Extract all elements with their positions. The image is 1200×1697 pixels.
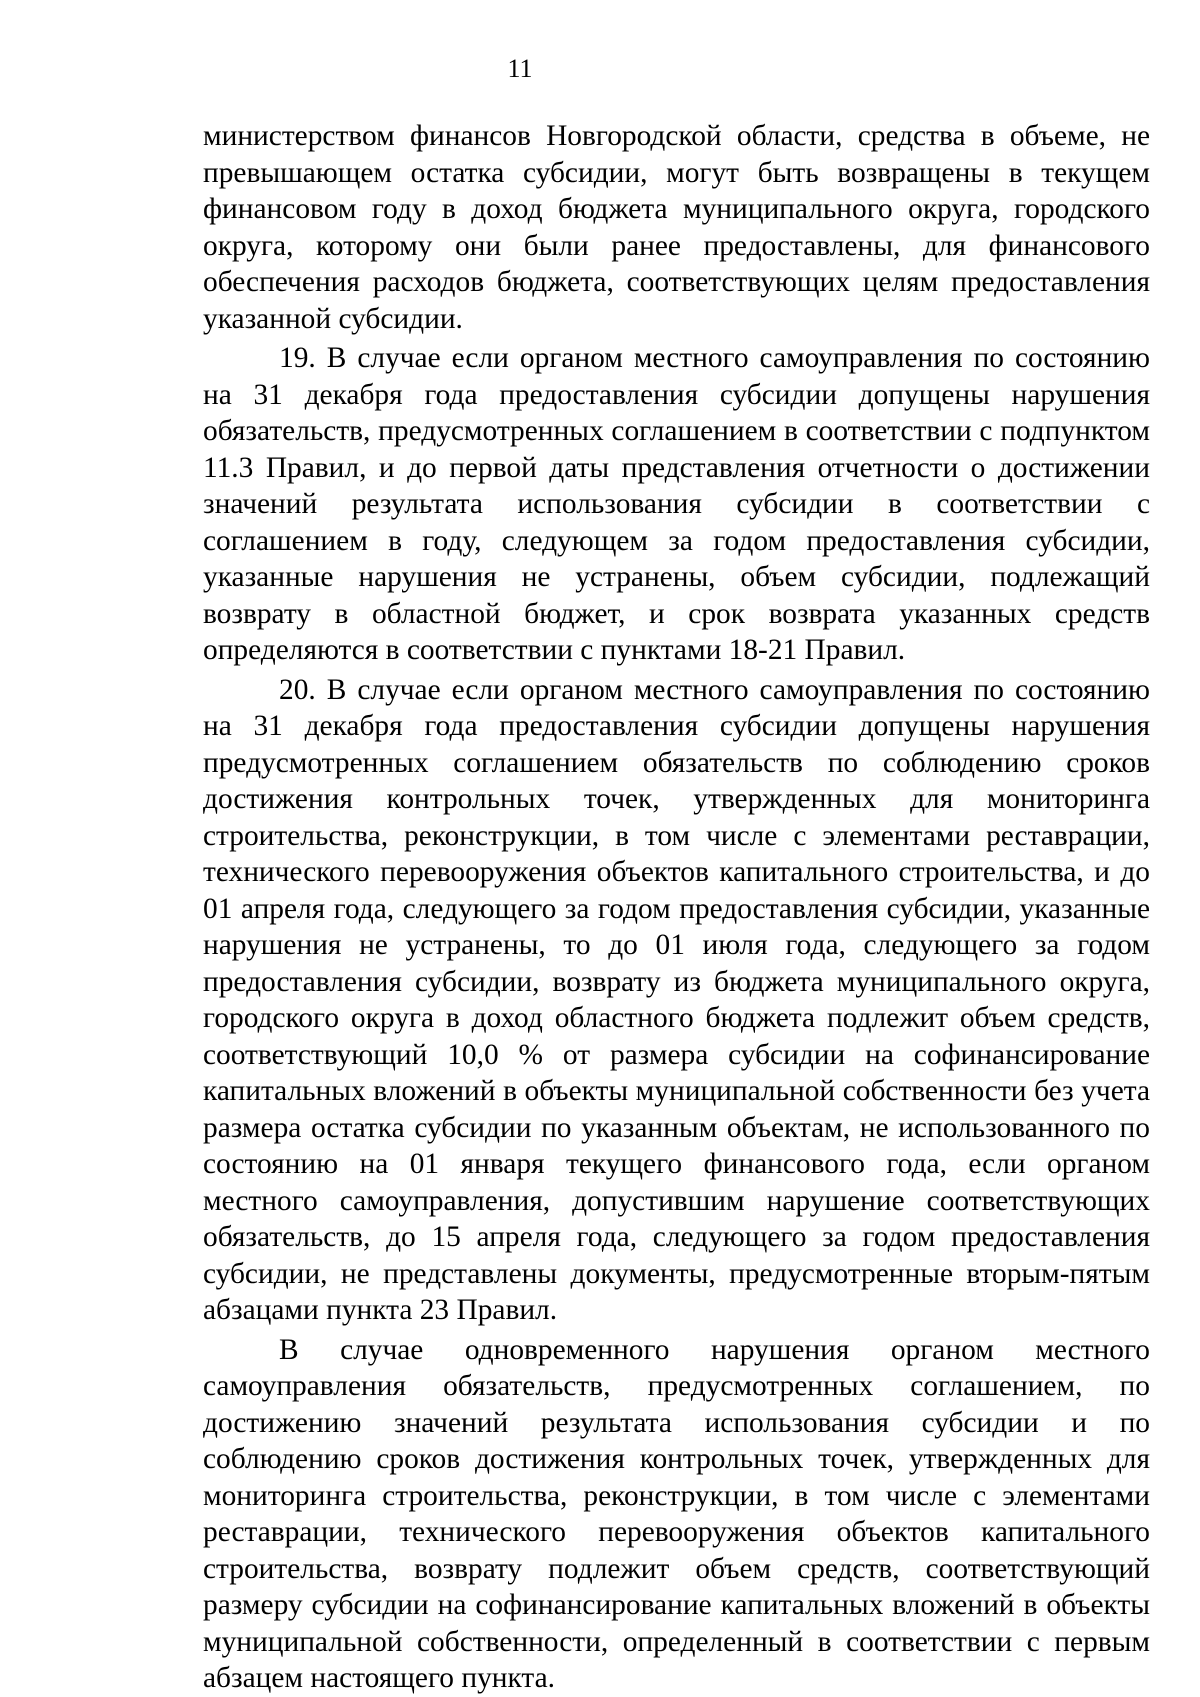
paragraph-item-20: 20. В случае если органом местного самоуправления по состоянию на 31 декабря года предоставления субсидии допущены нарушения предусмотренных соглашением обязательств по соблюдению сроков достижения контрольных точек, утвержденных для мониторинга строительства, реконструкции, в том числе с элементами реставрации, технического перевооружения объектов капитального строительства, и до 01 апреля года, следующего за годом предоставления субсидии, указанные нарушения не устранены, то до 01 июля года, следующего за годом предоставления субсидии, возврату из бюджета муниципального округа, городского округа в доход областного бюджета подлежит объем средств, соответствующий 10,0 % от размера субсидии на софинансирование капитальных вложений в объекты муниципальной собственности без учета размера остатка субсидии по указанным объектам, не использованного по состоянию на 01 января текущего финансового года, если органом местного самоуправления, допустившим нарушение соответствующих обязательств, до 15 апреля года, следующего за годом предоставления субсидии, не представлены документы, предусмотренные вторым-пятым абзацами пункта 23 Правил. — [203, 673, 1150, 1326]
document-body — [203, 118, 1150, 1697]
page-number: 11 — [507, 54, 533, 83]
paragraph-simultaneous-violation: В случае одновременного нарушения органом местного самоуправления обязательств, предусмотренных соглашением, по достижению значений результата использования субсидии и по соблюдению сроков достижения контрольных точек, утвержденных для мониторинга строительства, реконструкции, в том числе с элементами реставрации, технического перевооружения объектов капитального строительства, возврату подлежит объем средств, соответствующий размеру субсидии на софинансирование капитальных вложений в объекты муниципальной собственности, определенный в соответствии с первым абзацем настоящего пункта. — [203, 1333, 1150, 1694]
paragraph-item-19: 19. В случае если органом местного самоуправления по состоянию на 31 декабря года предоставления субсидии допущены нарушения обязательств, предусмотренных соглашением в соответствии с подпунктом 11.3 Правил, и до первой даты представления отчетности о достижении значений результата использования субсидии в соответствии с соглашением в году, следующем за годом предоставления субсидии, указанные нарушения не устранены, объем субсидии, подлежащий возврату в областной бюджет, и срок возврата указанных средств определяются в соответствии с пунктами 18-21 Правил. — [203, 342, 1150, 666]
paragraph-continuation: министерством финансов Новгородской области, средства в объеме, не превышающем остатка субсидии, могут быть возвращены в текущем финансовом году в доход бюджета муниципального округа, городского округа, которому они были ранее предоставлены, для финансового обеспечения расходов бюджета, соответствующих целям предоставления указанной субсидии. — [203, 120, 1150, 335]
